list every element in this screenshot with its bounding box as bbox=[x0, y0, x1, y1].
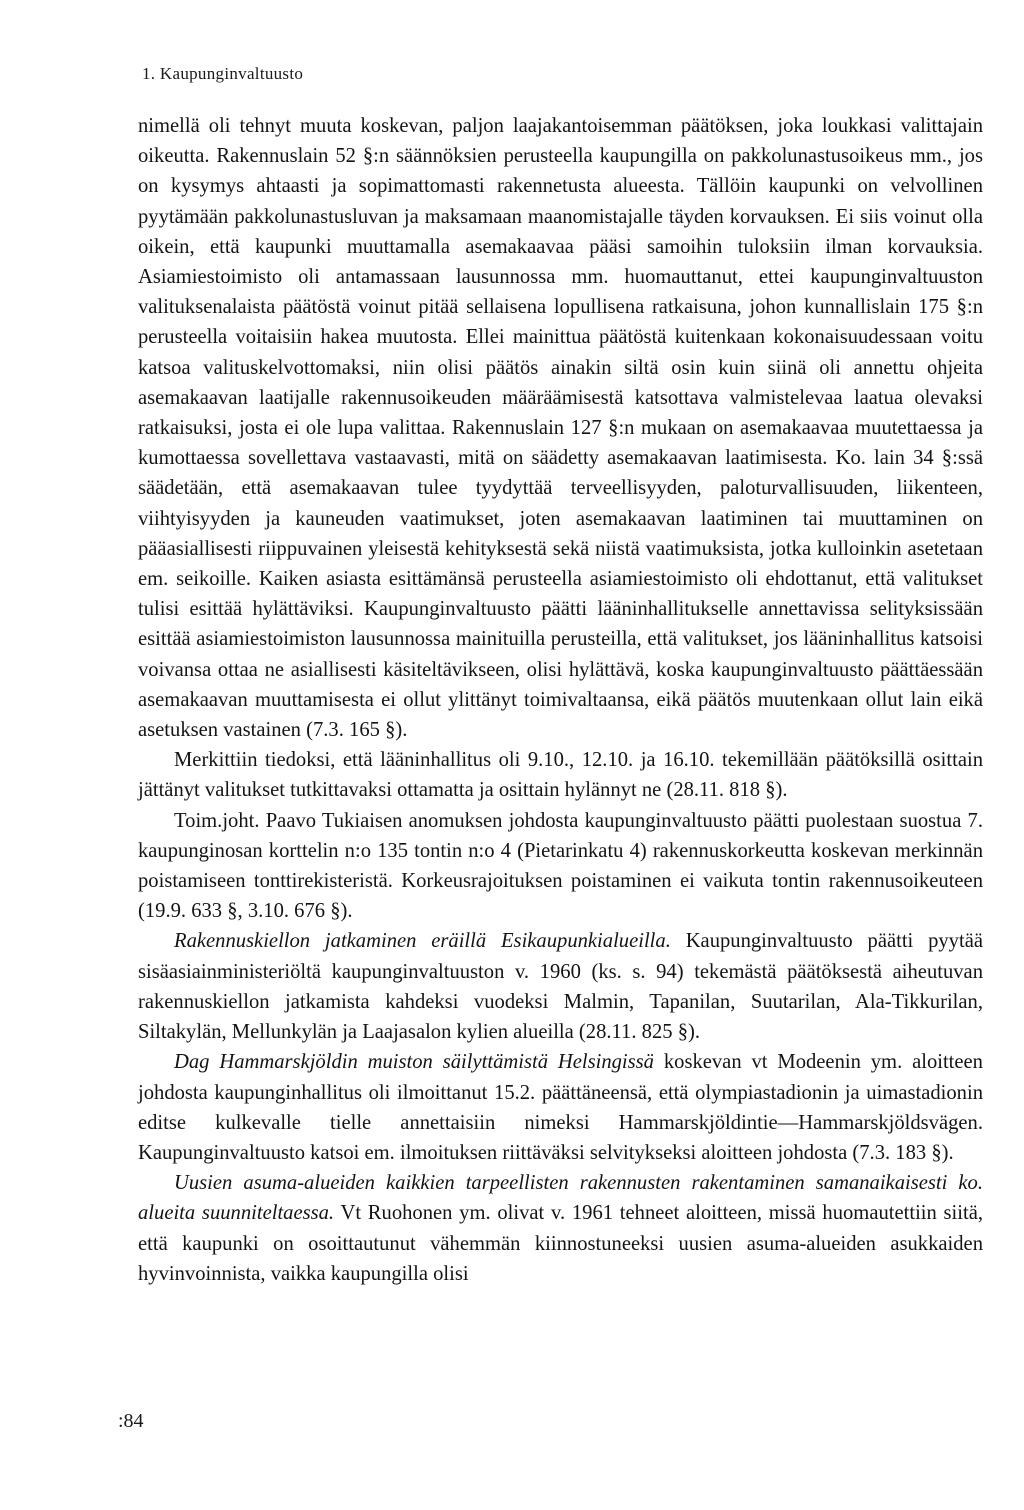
paragraph-body: Toim.joht. Paavo Tukiaisen anomuksen johdosta kaupunginvaltuusto päätti puolestaan suostua 7. kaupunginosan korttelin n:o 135 tontin n:o 4 (Pietarinkatu 4) rakennuskorkeutta koskevan merkinnän poistamiseen tonttirekisteristä. Korkeusrajoituksen poistaminen ei vaikuta tontin rakennusoikeuteen (19.9. 633 §, 3.10. 676 §). bbox=[138, 809, 983, 923]
paragraph-hammarskjold bbox=[138, 1047, 983, 1168]
page-number: :84 bbox=[118, 1410, 144, 1432]
paragraph-body: koskevan vt Modeenin ym. aloitteen johdosta kaupunginhallitus oli ilmoittanut 15.2. päättäneensä, että olympiastadionin ja uimastadionin editse kulkevalle tielle annettaisiin nimeksi Hammarskjöldintie—Hammarskjöldsvägen. Kaupunginvaltuusto katsoi em. ilmoituksen riittäväksi selvitykseksi aloitteen johdosta (7.3. 183 §). bbox=[138, 1051, 983, 1164]
paragraph-asuma-alueet bbox=[138, 1168, 983, 1289]
paragraph-laaninhallitus-decisions bbox=[138, 745, 983, 805]
paragraph-continuation bbox=[138, 111, 983, 745]
section-title: Uusien asuma-alueiden kaikkien tarpeellisten rakennusten rakentaminen samanaikaisesti ko. alueita suunniteltaessa. bbox=[138, 1172, 983, 1225]
paragraph-body: nimellä oli tehnyt muuta koskevan, paljon laajakantoisemman päätöksen, joka loukkasi valittajain oikeutta. Rakennuslain 52 §:n säännöksien perusteella kaupungilla on pakkolunastusoikeus mm., jos on kysymys ahtaasti ja sopimattomasti rakennetusta alueesta. Tällöin kaupunki on velvollinen pyytämään pakkolunastusluvan ja maksamaan maanomistajalle täyden korvauksen. Ei siis voinut olla oikein, että kaupunki muuttamalla asemakaavaa pääsi samoihin tuloksiin ilman korvauksia. Asiamiestoimisto oli antamassaan lausunnossa mm. huomauttanut, ettei kaupunginvaltuuston valituksenalaista päätöstä voinut pitää sellaisena lopullisena ratkaisuna, johon kunnallislain 175 §:n perusteella voitaisiin hakea muutosta. Ellei mainittua päätöstä kuitenkaan kokonaisuudessaan voitu katsoa valituskelvottomaksi, niin olisi päätös ainakin siltä osin kuin siinä oli annettu ohjeita asemakaavan laatijalle rakennusoikeuden määräämisestä katsottava valmistelevaa laatua olevaksi ratkaisuksi, josta ei ole lupa valittaa. Rakennuslain 127 §:n mukaan on asemakaavaa muutettaessa ja kumottaessa sovellettava vastaavasti, mitä on säädetty asemakaavan laatimisesta. Ko. lain 34 §:ssä säädetään, että asemakaavan tulee tyydyttää terveellisyyden, paloturvallisuuden, liikenteen, viihtyisyyden ja kauneuden vaatimukset, joten asemakaavan laatiminen tai muuttaminen on pääasiallisesti riippuvainen yleisestä kehityksestä sekä niistä vaatimuksista, jotka kulloinkin asetetaan em. seikoille. Kaiken asiasta esittämänsä perusteella asiamiestoimisto oli ehdottanut, että valitukset tulisi esittää hylättäviksi. Kaupunginvaltuusto päätti lääninhallitukselle annettavissa selityksissään esittää asiamiestoimiston lausunnossa mainituilla perusteilla, että valitukset, jos lääninhallitus katsoisi voivansa ottaa ne asiallisesti käsiteltävikseen, olisi hylättävä, koska kaupunginvaltuusto päättäessään asemakaavan muuttamisesta ei ollut ylittänyt toimivaltaansa, eikä päätös muutenkaan ollut lain eikä asetuksen vastainen (7.3. 165 §). bbox=[138, 115, 983, 742]
paragraph-body: Vt Ruohonen ym. olivat v. 1961 tehneet aloitteen, missä huomautettiin siitä, että kaupunki on osoittautunut vähemmän kiinnostuneeksi uusien asuma-alueiden asukkaiden hyvinvoinnista, vaikka kaupungilla olisi bbox=[138, 1202, 984, 1285]
section-title: Rakennuskiellon jatkaminen eräillä Esikaupunkialueilla. bbox=[174, 930, 671, 953]
section-title: Dag Hammarskjöldin muiston säilyttämistä Helsingissä bbox=[174, 1051, 654, 1074]
paragraph-body: Kaupunginvaltuusto päätti pyytää sisäasiainministeriöltä kaupunginvaltuuston v. 1960 (ks. s. 94) tekemästä päätöksestä aiheutuvan rakennuskiellon jatkamista kahdeksi vuodeksi Malmin, Tapanilan, Suutarilan, Ala-Tikkurilan, Siltakylän, Mellunkylän ja Laajasalon kylien alueilla (28.11. 825 §). bbox=[138, 930, 983, 1044]
paragraph-body: Merkittiin tiedoksi, että lääninhallitus oli 9.10., 12.10. ja 16.10. tekemillään päätöksillä osittain jättänyt valitukset tutkittavaksi ottamatta ja osittain hylännyt ne (28.11. 818 §). bbox=[138, 749, 983, 802]
body-text bbox=[138, 111, 983, 1289]
paragraph-rakennuskielto bbox=[138, 926, 983, 1047]
running-head: 1. Kaupunginvaltuusto bbox=[142, 64, 304, 83]
paragraph-tukiainen-petition bbox=[138, 806, 983, 927]
